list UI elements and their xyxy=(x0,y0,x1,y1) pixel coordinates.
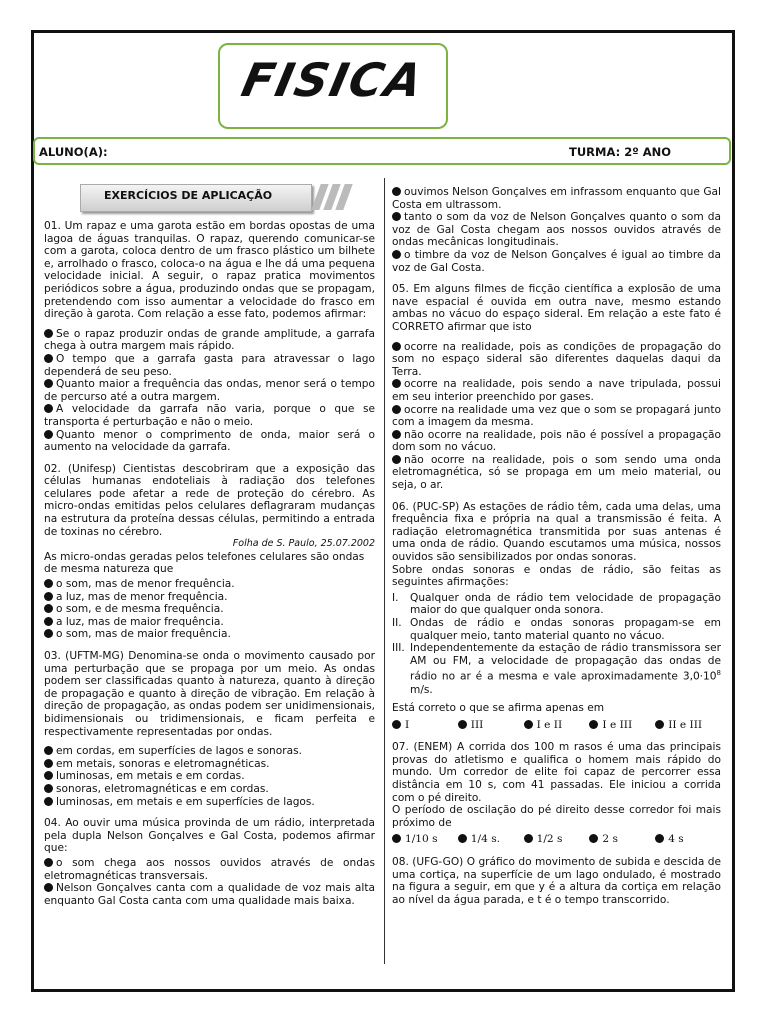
option-bullet-icon xyxy=(44,592,53,601)
option-bullet-icon xyxy=(589,834,598,843)
option-bullet-icon xyxy=(392,187,401,196)
question-06-text2: Sobre ondas sonoras e ondas de rádio, são feitas as seguintes afirmações: xyxy=(392,563,721,589)
logo: FISICA xyxy=(237,53,429,107)
option-a[interactable]: I xyxy=(392,719,458,732)
question-01-options xyxy=(44,328,375,454)
question-06-question: Está correto o que se afirma apenas em xyxy=(392,702,605,715)
question-08-text: 08. (UFG-GO) O gráfico do movimento de subida e descida de uma cortiça, na superfície de um lago ondulado, é mostrado na figura a seguir, em que y é a altura da cortiça em relação ao nível da água parada, e t é o tempo transcorrido. xyxy=(392,856,721,906)
option-c[interactable]: ouvimos Nelson Gonçalves em infrassom enquanto que Gal Costa em ultrassom. xyxy=(392,186,721,211)
option-c[interactable]: ocorre na realidade uma vez que o som se propagará junto com a imagem da mesma. xyxy=(392,403,721,429)
option-e[interactable]: não ocorre na realidade, pois o som sendo uma onda eletromagnética, só se propaga em um meio material, ou seja, o ar. xyxy=(392,453,721,492)
option-bullet-icon xyxy=(44,379,53,388)
option-b[interactable]: III xyxy=(458,719,524,732)
option-bullet-icon xyxy=(44,883,53,892)
left-column xyxy=(44,182,375,907)
option-a[interactable]: ocorre na realidade, pois as condições de propagação do som no espaço sideral são diferentes daquelas daqui da Terra. xyxy=(392,340,721,378)
option-a[interactable]: o som, mas de menor frequência. xyxy=(44,578,375,591)
option-a[interactable]: em cordas, em superfícies de lagos e sonoras. xyxy=(44,745,375,758)
option-e[interactable]: luminosas, em metais e em superfícies de lagos. xyxy=(44,796,375,809)
question-02-citation: Folha de S. Paulo, 25.07.2002 xyxy=(232,538,375,550)
option-bullet-icon xyxy=(44,629,53,638)
question-04-text: 04. Ao ouvir uma música provinda de um rádio, interpretada pela dupla Nelson Gonçalves e Gal Costa, podemos afirmar que: xyxy=(44,817,375,855)
option-a[interactable]: o som chega aos nossos ouvidos através de ondas eletromagnéticas transversais. xyxy=(44,856,375,882)
option-e[interactable]: o som, mas de maior frequência. xyxy=(44,628,375,641)
question-02-options xyxy=(44,578,375,641)
question-02-text: 02. (Unifesp) Cientistas descobriram que a exposição das células humanas endoteliais à radiação dos telefones celulares pode afetar a rede de proteção do cérebro. As micro-ondas emitidas pelos celulares deflagraram mudanças na estrutura da proteína dessas células, permitindo a entrada de toxinas no cérebro. xyxy=(44,462,375,538)
option-d[interactable]: não ocorre na realidade, pois não é possível a propagação dom som no vácuo. xyxy=(392,428,721,454)
question-07-text2: O período de oscilação do pé direito desse corredor foi mais próximo de xyxy=(392,804,721,829)
logo-box xyxy=(218,43,448,129)
question-07-options xyxy=(392,833,721,846)
option-bullet-icon xyxy=(44,771,53,780)
option-c[interactable]: Quanto maior a frequência das ondas, menor será o tempo de percurso até a outra margem. xyxy=(44,378,375,403)
statement-2: II. Ondas de rádio e ondas sonoras propagam-se em qualquer meio, tanto material quanto no vácuo. xyxy=(392,617,721,642)
option-bullet-icon xyxy=(44,430,53,439)
option-a[interactable]: 1/10 s xyxy=(392,833,458,846)
option-d[interactable]: 2 s xyxy=(589,833,655,846)
option-bullet-icon xyxy=(392,720,401,729)
statement-1: I. Qualquer onda de rádio tem velocidade de propagação maior do que qualquer onda sonora. xyxy=(392,591,721,617)
option-c[interactable]: luminosas, em metais e em cordas. xyxy=(44,770,375,783)
option-bullet-icon xyxy=(44,746,53,755)
option-bullet-icon xyxy=(44,404,53,413)
option-bullet-icon xyxy=(655,834,664,843)
option-e[interactable]: II e III xyxy=(655,719,721,732)
section-title: EXERCÍCIOS DE APLICAÇÃO xyxy=(104,189,273,202)
option-bullet-icon xyxy=(392,212,401,221)
question-06-statements xyxy=(392,592,721,696)
option-bullet-icon xyxy=(44,784,53,793)
option-b[interactable]: em metais, sonoras e eletromagnéticas. xyxy=(44,758,375,771)
option-bullet-icon xyxy=(392,834,401,843)
option-bullet-icon xyxy=(44,797,53,806)
option-b[interactable]: a luz, mas de menor frequência. xyxy=(44,591,375,604)
option-e[interactable]: 4 s xyxy=(655,833,721,846)
option-c[interactable]: I e II xyxy=(524,719,590,732)
option-b[interactable]: Nelson Gonçalves canta com a qualidade de voz mais alta enquanto Gal Costa canta com uma qualidade mais baixa. xyxy=(44,882,375,907)
option-bullet-icon xyxy=(392,250,401,259)
option-bullet-icon xyxy=(392,405,401,414)
option-bullet-icon xyxy=(44,858,53,867)
right-column xyxy=(392,186,721,913)
question-01-text: 01. Um rapaz e uma garota estão em bordas opostas de uma lagoa de águas tranquilas. O rapaz, querendo comunicar-se com a garota, coloca dentro de um frasco plástico um bilhete e, arrolhado o frasco, coloca-o na água e lhe dá uma pequena velocidade inicial. A seguir, o rapaz pratica movimentos periódicos sobre a água, produzindo ondas que se propagam, pretendendo com isso aumentar a velocidade do frasco em direção à garota. Com relação a esse fato, podemos afirmar: xyxy=(44,220,375,321)
question-03-options xyxy=(44,745,375,808)
section-banner xyxy=(44,182,375,212)
option-bullet-icon xyxy=(44,579,53,588)
student-label: ALUNO(A): xyxy=(39,145,108,159)
option-bullet-icon xyxy=(44,617,53,626)
option-e[interactable]: o timbre da voz de Nelson Gonçalves é igual ao timbre da voz de Gal Costa. xyxy=(392,248,721,274)
option-bullet-icon xyxy=(44,329,53,338)
option-e[interactable]: Quanto menor o comprimento de onda, maior será o aumento na velocidade da garrafa. xyxy=(44,428,375,454)
option-bullet-icon xyxy=(458,834,467,843)
option-d[interactable]: sonoras, eletromagnéticas e em cordas. xyxy=(44,783,375,796)
option-b[interactable]: O tempo que a garrafa gasta para atravessar o lago dependerá de seu peso. xyxy=(44,352,375,378)
question-06-text: 06. (PUC-SP) As estações de rádio têm, cada uma delas, uma frequência fixa e própria na qual a transmissão é feita. A radiação eletromagnética transmitida por suas antenas é uma onda de rádio. Quando escutamos uma música, nossos ouvidos são sensibilizados por ondas sonoras. xyxy=(392,500,721,564)
student-info-bar xyxy=(33,137,731,165)
option-bullet-icon xyxy=(392,455,401,464)
option-bullet-icon xyxy=(524,834,533,843)
option-bullet-icon xyxy=(392,379,401,388)
option-d[interactable]: I e III xyxy=(589,719,655,732)
option-b[interactable]: 1/4 s. xyxy=(458,833,524,846)
question-06-options xyxy=(392,719,721,732)
option-b[interactable]: ocorre na realidade, pois sendo a nave tripulada, possui em seu interior preenchido por gases. xyxy=(392,378,721,403)
option-c[interactable]: 1/2 s xyxy=(524,833,590,846)
option-d[interactable]: A velocidade da garrafa não varia, porque o que se transporta é perturbação e não o meio. xyxy=(44,403,375,428)
question-04-options-continued xyxy=(392,186,721,274)
question-03-text: 03. (UFTM-MG) Denomina-se onda o movimento causado por uma perturbação que se propaga por um meio. As ondas podem ser classificadas quanto à natureza, quanto à direção de propagação e quanto à direção de vibração. Em relação à direção de propagação, as ondas podem ser unidimensionais, bidimensionais ou tridimensionais, e ficam perfeita e respectivamente representadas por ondas. xyxy=(44,650,375,738)
option-bullet-icon xyxy=(458,720,467,729)
question-05-text: 05. Em alguns filmes de ficção científica a explosão de uma nave espacial é ouvida em outra nave, mesmo estando ambas no vácuo do espaço sideral. Em relação a este fato é CORRETO afirmar que isto xyxy=(392,283,721,333)
option-d[interactable]: tanto o som da voz de Nelson Gonçalves quanto o som da voz de Gal Costa chegam aos nossos ouvidos através de ondas mecânicas longitudinais. xyxy=(392,211,721,249)
question-07-text: 07. (ENEM) A corrida dos 100 m rasos é uma das principais provas do atletismo e qualifica o homem mais rápido do mundo. Um corredor de elite foi capaz de percorrer essa distância em 10 s, com 41 passadas. Ele iniciou a corrida com o pé direito. xyxy=(392,741,721,804)
option-c[interactable]: o som, e de mesma frequência. xyxy=(44,603,375,616)
option-bullet-icon xyxy=(392,430,401,439)
option-bullet-icon xyxy=(44,604,53,613)
option-bullet-icon xyxy=(589,720,598,729)
question-05-options xyxy=(392,341,721,492)
question-02-question: As micro-ondas geradas pelos telefones celulares são ondas de mesma natureza que xyxy=(44,550,365,576)
option-bullet-icon xyxy=(392,342,401,351)
statement-3: III. Independentemente da estação de rádio transmissora ser AM ou FM, a velocidade de propagação das ondas de rádio no ar é a mesma e vale aproximadamente $3,0\cdot 10^8$ m/s. xyxy=(392,642,721,696)
column-divider xyxy=(384,178,385,964)
option-bullet-icon xyxy=(655,720,664,729)
option-bullet-icon xyxy=(524,720,533,729)
option-bullet-icon xyxy=(44,759,53,768)
option-a[interactable]: Se o rapaz produzir ondas de grande amplitude, a garrafa chega à outra margem mais rápido. xyxy=(44,327,375,353)
class-label: TURMA: 2º ANO xyxy=(569,145,671,159)
option-bullet-icon xyxy=(44,354,53,363)
option-d[interactable]: a luz, mas de maior frequência. xyxy=(44,616,375,629)
